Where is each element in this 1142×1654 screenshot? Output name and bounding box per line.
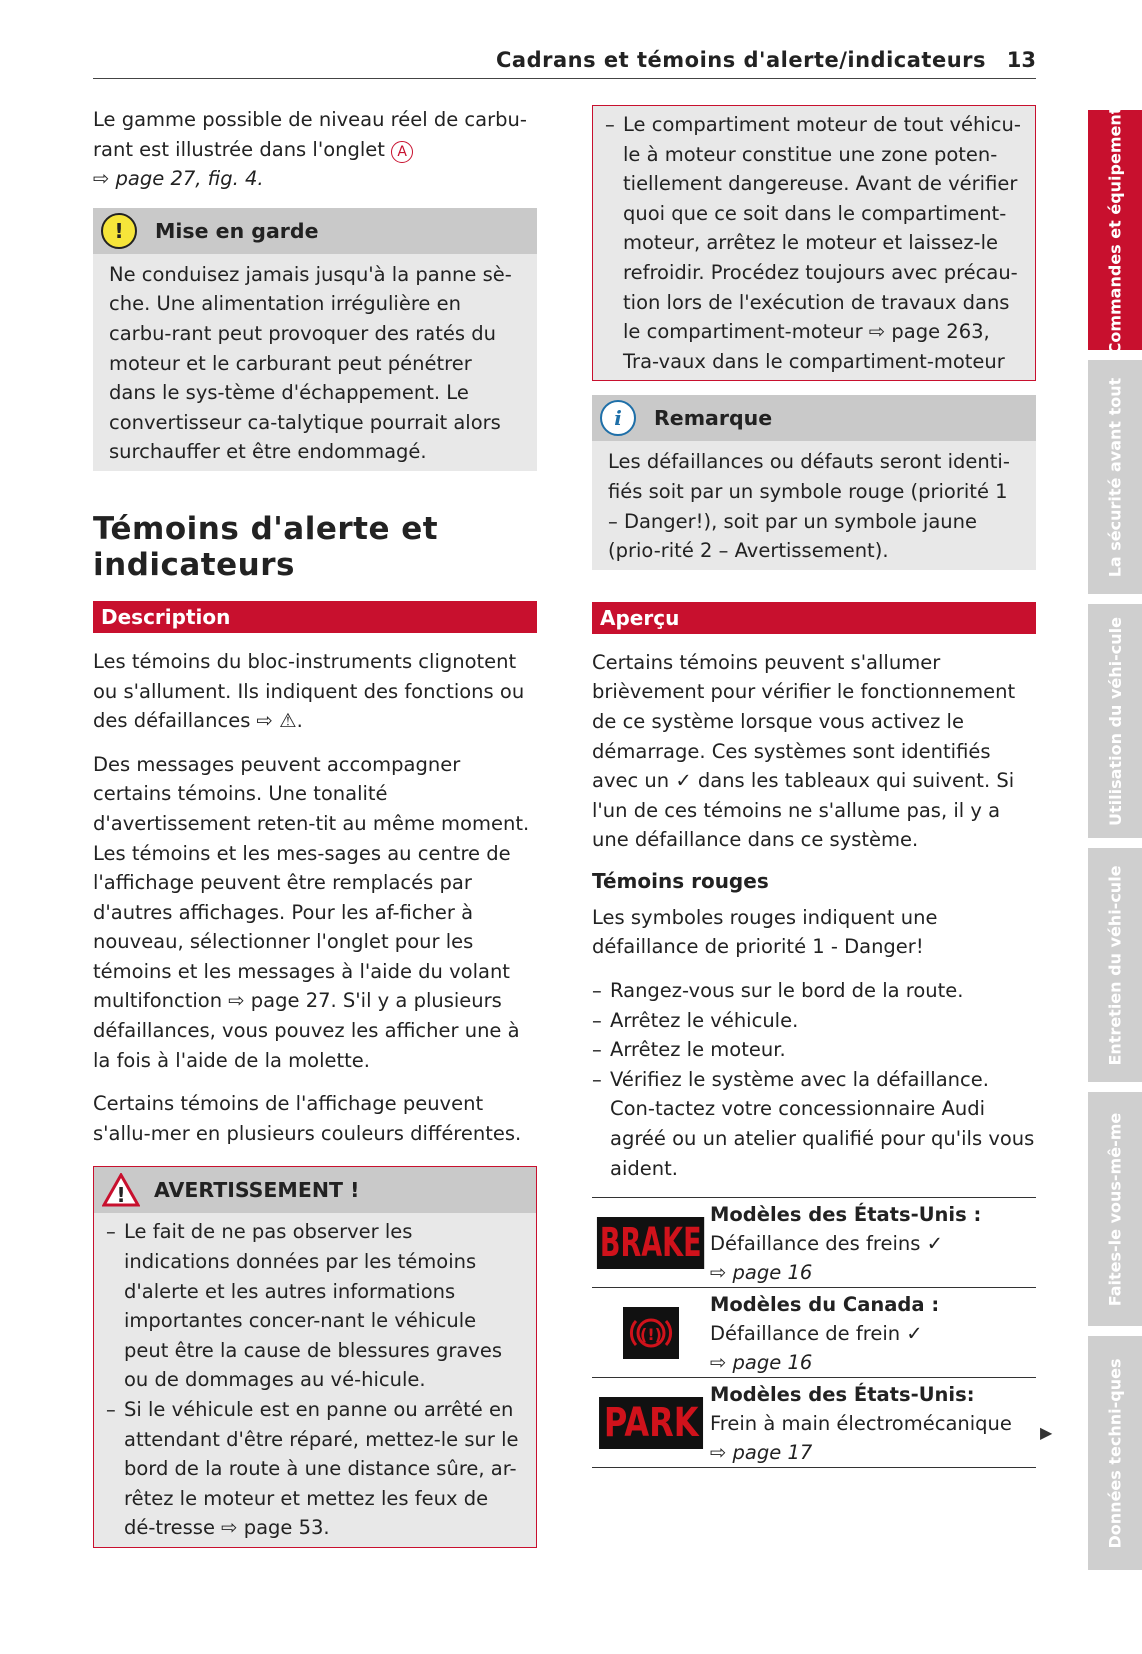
list-item: – Vérifiez le système avec la défaillance. Con-tactez votre concessionnaire Audi agréé ou un atelier qualifié pour qu'ils vous aident.: [592, 1065, 1036, 1183]
warning-item: – Le fait de ne pas observer les indications données par les témoins d'alerte et les autres informations importantes concer-nant le véhicule peut être la cause de blessures graves ou de dommages au vé-hicule.: [106, 1217, 522, 1395]
table-desc: Défaillance de frein ✓: [710, 1322, 923, 1346]
park-lamp-icon: PARK: [599, 1397, 703, 1449]
left-column: [93, 105, 537, 1562]
note-text: Les défaillances ou défauts seront identi-fiés soit par un symbole rouge (priorité 1 – Danger!), soit par un symbole jaune (prio-rité 2 – Avertissement).: [608, 450, 1010, 563]
note-title: Remarque: [654, 406, 773, 431]
warning-continued-box: [592, 105, 1036, 381]
action-list: [592, 976, 1036, 1183]
table-ref[interactable]: ⇨ page 16: [710, 1351, 813, 1375]
svg-text:(!): (!): [640, 1324, 662, 1344]
table-model: Modèles des États-Unis :: [710, 1203, 982, 1227]
tab-a-marker: A: [391, 141, 413, 163]
description-p1: Les témoins du bloc-instruments clignotent ou s'allument. Ils indiquent des fonctions ou des défaillances ⇨ ⚠.: [93, 649, 525, 733]
caution-icon: !: [101, 213, 137, 249]
page-title: Cadrans et témoins d'alerte/indicateurs: [495, 48, 986, 72]
description-bar: Description: [93, 601, 537, 633]
note-box: [592, 395, 1036, 569]
table-model: Modèles du Canada :: [710, 1293, 940, 1317]
tab-entretien[interactable]: Entretien du véhi-cule: [1088, 848, 1142, 1082]
table-row: [592, 1198, 1036, 1288]
caution-text: Ne conduisez jamais jusqu'à la panne sè-che. Une alimentation irrégulière en carbu-rant peut provoquer des ratés du moteur et le carburant peut pénétrer dans le sys-tème d'échappement. Le convertisseur ca-talytique pourrait alors surchauffer et être endommagé.: [109, 262, 512, 464]
svg-text:!: !: [116, 1183, 126, 1208]
list-item: – Arrêtez le véhicule.: [592, 1006, 1036, 1036]
warning-title: AVERTISSEMENT !: [154, 1178, 360, 1203]
info-icon: i: [600, 400, 636, 436]
tab-utilisation[interactable]: Utilisation du véhi-cule: [1088, 604, 1142, 838]
red-lamps-heading: Témoins rouges: [592, 868, 769, 893]
section-heading: Témoins d'alerte et indicateurs: [93, 510, 439, 583]
description-p3: Certains témoins de l'affichage peuvent s'allu-mer en plusieurs couleurs différentes.: [93, 1092, 522, 1145]
table-ref[interactable]: ⇨ page 17: [710, 1441, 813, 1465]
red-lamps-p: Les symboles rouges indiquent une défaillance de priorité 1 - Danger!: [592, 905, 938, 959]
tab-faites[interactable]: Faites-le vous-mê-me: [1088, 1092, 1142, 1326]
apercu-p1: Certains témoins peuvent s'allumer brièvement pour vérifier le fonctionnement de ce système lorsque vous activez le démarrage. Ces systèmes sont identifiés avec un ✓ dans les tableaux qui suivent. Si l'un de ces témoins ne s'allume pas, il y a une défaillance dans ce système.: [592, 650, 1016, 852]
table-row: [592, 1378, 1036, 1468]
list-item: – Rangez-vous sur le bord de la route.: [592, 976, 1036, 1006]
intro-paragraph: Le gamme possible de niveau réel de carbu-rant est illustrée dans l'onglet A ⇨ page 27, fig. 4.: [93, 108, 527, 191]
list-item: – Arrêtez le moteur.: [592, 1035, 1036, 1065]
page-header: [93, 44, 1036, 79]
tab-commandes[interactable]: Commandes et équipement: [1088, 110, 1142, 350]
lamp-table: [592, 1197, 1036, 1468]
brake-lamp-icon: BRAKE: [597, 1217, 705, 1269]
brake-circle-lamp-icon: [623, 1307, 679, 1359]
tab-donnees[interactable]: Données techni-ques: [1088, 1336, 1142, 1570]
warning-item: – Si le véhicule est en panne ou arrêté en attendant d'être réparé, mettez-le sur le bord de la route à une distance sûre, ar-rêtez le moteur et mettez les feux de dé-tresse ⇨ page 53.: [106, 1395, 522, 1543]
right-column: [592, 105, 1036, 1468]
description-p2: Des messages peuvent accompagner certains témoins. Une tonalité d'avertissement reten-tit au même moment. Les témoins et les mes-sages au centre de l'affichage peuvent être remplacés par d'autres affichages. Pour les af-ficher à nouveau, sélectionner l'onglet pour les témoins et les messages à l'aide du volant multifonction ⇨ page 27. S'il y a plusieurs défaillances, vous pouvez les afficher une à la fois à l'aide de la molette.: [93, 752, 530, 1072]
warning-continued-item: – Le compartiment moteur de tout véhicu-le à moteur constitue une zone poten-tiellement dangereuse. Avant de vérifier quoi que ce soit dans le compartiment-moteur, arrêtez le moteur et laissez-le refroidir. Procédez toujours avec précau-tion lors de l'exécution de travaux dans le compartiment-moteur ⇨ page 263, Tra-vaux dans le compartiment-moteur: [605, 110, 1021, 376]
caution-box: [93, 208, 537, 471]
next-page-arrow-icon[interactable]: ▶: [1040, 1423, 1053, 1442]
intro-page-ref[interactable]: ⇨ page 27, fig. 4.: [93, 167, 264, 191]
table-ref[interactable]: ⇨ page 16: [710, 1261, 813, 1285]
apercu-bar: Aperçu: [592, 602, 1036, 634]
warning-box: [93, 1166, 537, 1548]
table-desc: Frein à main électromécanique: [710, 1412, 1012, 1436]
caution-title: Mise en garde: [155, 218, 319, 243]
warning-triangle-icon: [102, 1173, 140, 1207]
tab-securite[interactable]: La sécurité avant tout: [1088, 360, 1142, 594]
table-row: [592, 1288, 1036, 1378]
table-desc: Défaillance des freins ✓: [710, 1232, 943, 1256]
page-number: 13: [1006, 48, 1036, 72]
table-model: Modèles des États-Unis:: [710, 1383, 975, 1407]
